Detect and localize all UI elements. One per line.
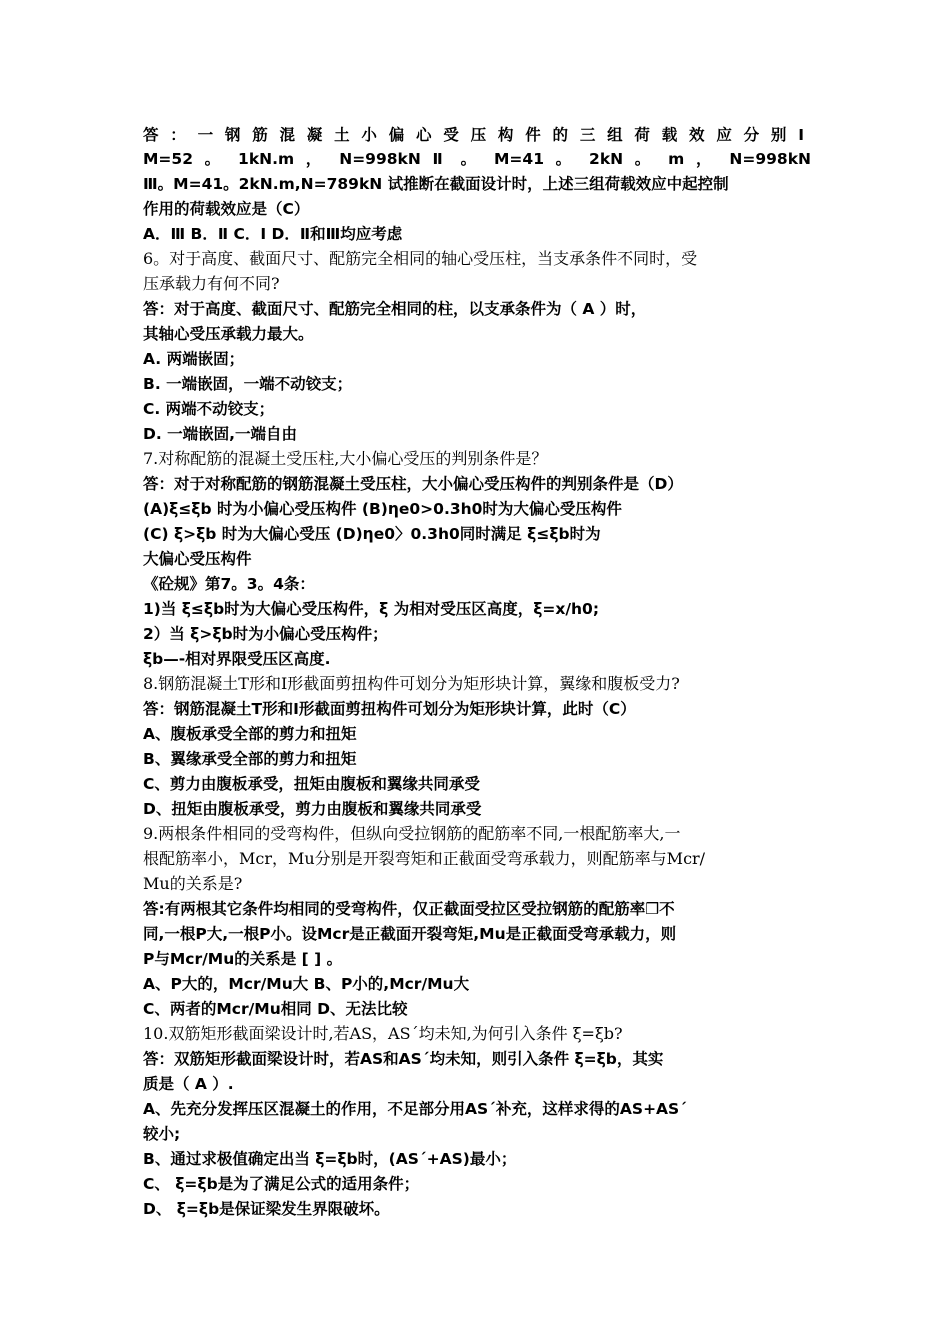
answer-line: 答：双筋矩形截面梁设计时，若AS和AS´均未知，则引入条件 ξ=ξb，其实 (143, 1050, 664, 1068)
option-line: A．Ⅲ B．Ⅱ C．Ⅰ D．Ⅱ和Ⅲ均应考虑 (143, 225, 403, 243)
option-line: A、先充分发挥压区混凝土的作用，不足部分用AS´补充，这样求得的AS+AS´ (143, 1100, 687, 1118)
option-line: A、P大的，Mcr/Mu大 B、P小的,Mcr/Mu大 (143, 975, 470, 993)
option-line: A、腹板承受全部的剪力和扭矩 (143, 725, 357, 743)
question-line: 压承载力有何不同? (143, 274, 280, 293)
option-line: A. 两端嵌固； (143, 350, 245, 368)
answer-line: 其轴心受压承载力最大。 (143, 325, 314, 343)
question-line: 根配筋率小，Mcr，Mu分别是开裂弯矩和正截面受弯承载力，则配筋率与Mcr/ (143, 849, 706, 868)
option-line: D、扭矩由腹板承受，剪力由腹板和翼缘共同承受 (143, 800, 482, 818)
option-line: 较小; (143, 1125, 181, 1143)
option-line: D、 ξ=ξb是保证梁发生界限破坏。 (143, 1200, 390, 1218)
option-line: B. 一端嵌固，一端不动铰支； (143, 375, 353, 393)
note-line: 《砼规》第7。3。4条： (143, 575, 315, 593)
option-line: C、 ξ=ξb是为了满足公式的适用条件； (143, 1175, 420, 1193)
option-line: C、剪力由腹板承受，扭矩由腹板和翼缘共同承受 (143, 775, 480, 793)
answer-line: 质是（ A ）. (143, 1075, 234, 1093)
answer-line: P与Mcr/Mu的关系是 [ ] 。 (143, 950, 343, 968)
question-line: Mu的关系是? (143, 874, 243, 893)
option-line: B、通过求极值确定出当 ξ=ξb时，(AS´+AS)最小； (143, 1150, 517, 1168)
option-line: C. 两端不动铰支； (143, 400, 275, 418)
note-line: 1)当 ξ≤ξb时为大偏心受压构件，ξ 为相对受压区高度，ξ=x/h0; (143, 600, 600, 618)
question-line: 10.双筋矩形截面梁设计时,若AS，AS´均未知,为何引入条件 ξ=ξb? (143, 1024, 623, 1043)
question-line: 6。对于高度、截面尺寸、配筋完全相同的轴心受压柱，当支承条件不同时，受 (143, 249, 698, 268)
option-line: C、两者的Mcr/Mu相同 D、无法比较 (143, 1000, 408, 1018)
answer-line: Ⅲ。M=41。2kN.m,N=789kN 试推断在截面设计时，上述三组荷载效应中起控制 (143, 175, 729, 193)
answer-line: 答：钢筋混凝土T形和Ⅰ形截面剪扭构件可划分为矩形块计算，此时（C） (143, 700, 636, 718)
answer-line: 答：一钢筋混凝土小偏心受压构件的三组荷载效应分别Ⅰ (143, 126, 811, 144)
option-line: (C) ξ>ξb 时为大偏心受压 (D)ηe0〉0.3h0同时满足 ξ≤ξb时为 (143, 525, 601, 543)
option-line: D. 一端嵌固,一端自由 (143, 425, 298, 443)
question-line: 9.两根条件相同的受弯构件，但纵向受拉钢筋的配筋率不同,一根配筋率大,一 (143, 824, 681, 843)
answer-line: M=52 。 1kN.m ， N=998kN Ⅱ 。 M=41 。 2kN 。 m ， N=998kN (143, 150, 811, 168)
answer-line: 答:有两根其它条件均相同的受弯构件，仅正截面受拉区受拉钢筋的配筋率❒不 (143, 900, 675, 918)
note-line: ξb—-相对界限受压区高度. (143, 650, 331, 668)
question-line: 7.对称配筋的混凝土受压柱,大小偏心受压的判别条件是？ (143, 449, 548, 468)
answer-line: 答：对于高度、截面尺寸、配筋完全相同的柱，以支承条件为（ A ）时， (143, 300, 647, 318)
question-line: 8.钢筋混凝土T形和I形截面剪扭构件可划分为矩形块计算，翼缘和腹板受力? (143, 674, 680, 693)
option-line: (A)ξ≤ξb 时为小偏心受压构件 (B)ηe0>0.3h0时为大偏心受压构件 (143, 500, 622, 518)
option-line: 大偏心受压构件 (143, 550, 252, 568)
option-line: B、翼缘承受全部的剪力和扭矩 (143, 750, 357, 768)
answer-line: 作用的荷载效应是（C） (143, 200, 310, 218)
answer-line: 答：对于对称配筋的钢筋混凝土受压柱，大小偏心受压构件的判别条件是（D） (143, 475, 683, 493)
note-line: 2）当 ξ>ξb时为小偏心受压构件； (143, 625, 388, 643)
answer-line: 同,一根P大,一根P小。设Mcr是正截面开裂弯矩,Mu是正截面受弯承载力，则 (143, 925, 677, 943)
